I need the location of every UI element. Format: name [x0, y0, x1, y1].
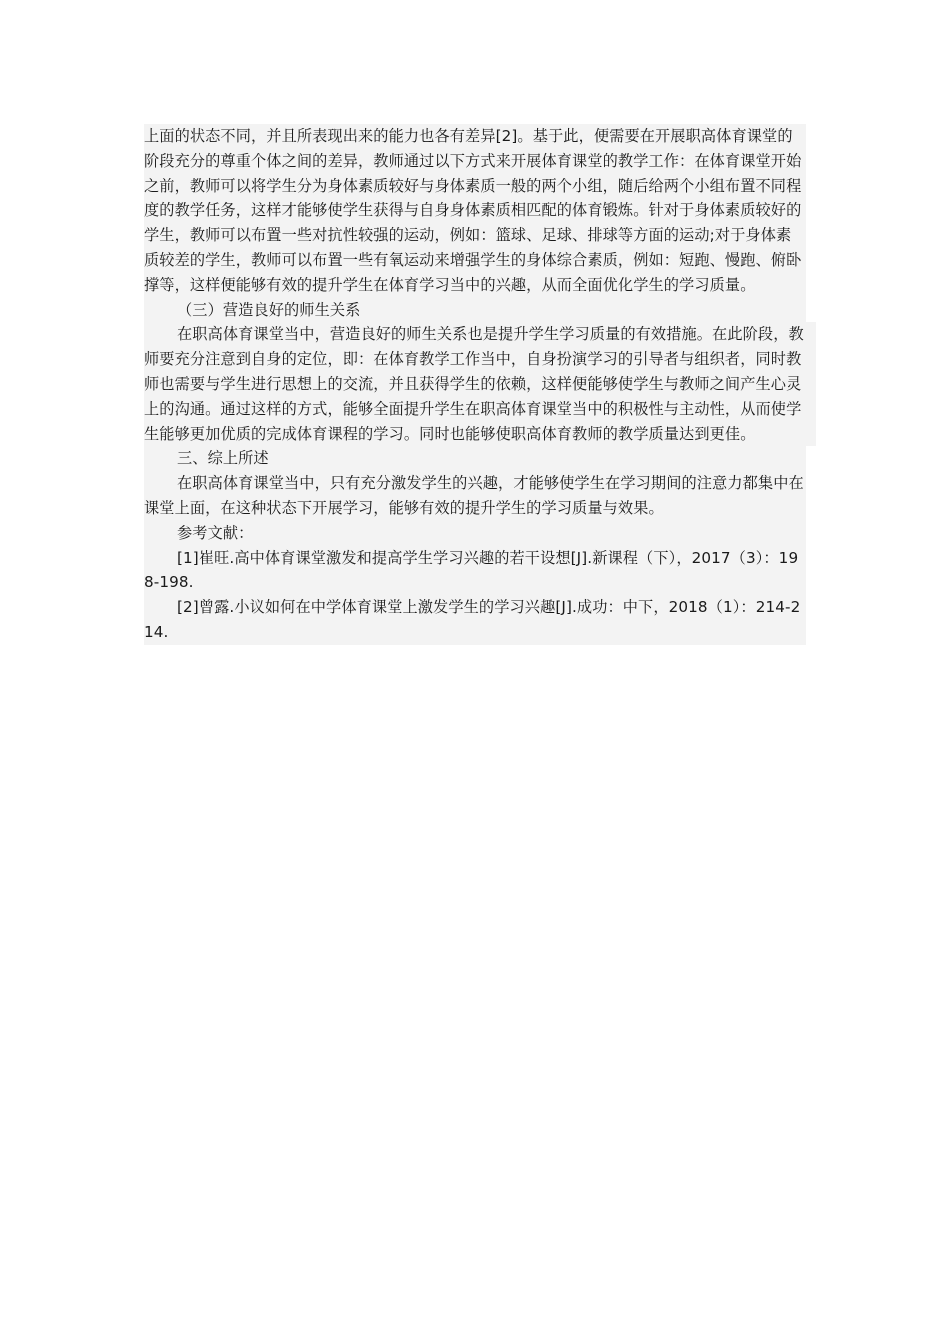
body-paragraph-3: 在职高体育课堂当中，只有充分激发学生的兴趣，才能够使学生在学习期间的注意力都集中在课堂上面，在这种状态下开展学习，能够有效的提升学生的学习质量与效果。 [144, 474, 804, 517]
section-heading-teacher-student-relationship: （三）营造良好的师生关系 [177, 300, 361, 319]
reference-item-2: [2]曾露.小议如何在中学体育课堂上激发学生的学习兴趣[J].成功：中下，2018（1）：214-214. [144, 598, 801, 641]
reference-item-1: [1]崔旺.高中体育课堂激发和提高学生学习兴趣的若干设想[J].新课程（下），2017（3）：198-198. [144, 548, 799, 592]
body-paragraph-1: 上面的状态不同，并且所表现出来的能力也各有差异[2]。基于此，便需要在开展职高体育课堂的阶段充分的尊重个体之间的差异，教师通过以下方式来开展体育课堂的教学工作：在体育课堂开始之前，教师可以将学生分为身体素质较好与身体素质一般的两个小组，随后给两个小组布置不同程度的教学任务，这样才能够使学生获得与自身身体素质相匹配的体育锻炼。针对于身体素质较好的学生，教师可以布置一些对抗性较强的运动，例如：篮球、足球、排球等方面的运动;对于身体素质较差的学生，教师可以布置一些有氧运动来增强学生的身体综合素质，例如：短跑、慢跑、俯卧撑等，这样便能够有效的提升学生在体育学习当中的兴趣，从而全面优化学生的学习质量。 [144, 127, 802, 294]
document-text-block [144, 124, 806, 645]
references-heading: 参考文献： [177, 523, 254, 542]
body-paragraph-2: 在职高体育课堂当中，营造良好的师生关系也是提升学生学习质量的有效措施。在此阶段，教师要充分注意到自身的定位，即：在体育教学工作当中，自身扮演学习的引导者与组织者，同时教师也需要与学生进行思想上的交流，并且获得学生的依赖，这样便能够使学生与教师之间产生心灵上的沟通。通过这样的方式，能够全面提升学生在职高体育课堂当中的积极性与主动性，从而使学生能够更加优质的完成体育课程的学习。同时也能够使职高体育教师的教学质量达到更佳。 [144, 322, 816, 446]
section-heading-summary: 三、综上所述 [177, 449, 269, 468]
